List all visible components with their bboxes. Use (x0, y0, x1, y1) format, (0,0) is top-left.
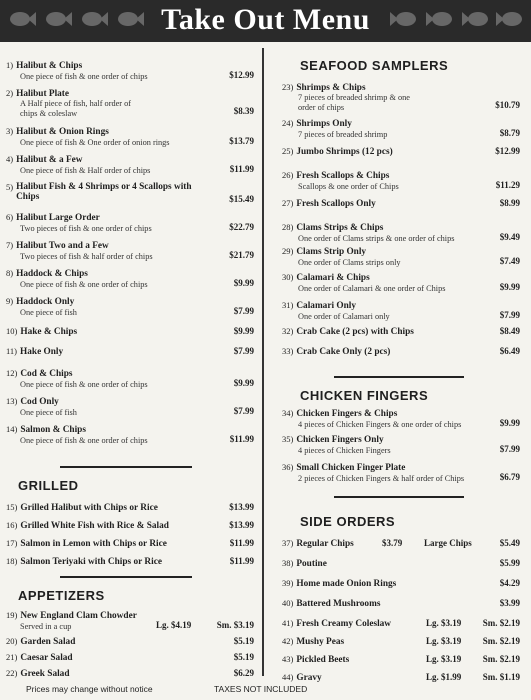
menu-item: 15) Grilled Halibut with Chips or Rice $13.99 (6, 502, 254, 513)
section-title-chicken: CHICKEN FINGERS (300, 388, 429, 403)
menu-item: 34) Chicken Fingers & Chips 4 pieces of Chicken Fingers & one order of chips $9.99 (282, 408, 520, 429)
menu-item: 41) Fresh Creamy Coleslaw Lg. $3.19 Sm. $2.19 (282, 618, 520, 629)
menu-item: 22) Greek Salad $6.29 (6, 668, 254, 679)
menu-item: 5) Halibut Fish & 4 Shrimps or 4 Scallops with Chips $15.49 (6, 182, 254, 204)
footer-note: Prices may change without notice (26, 684, 153, 694)
fish-icon (426, 8, 454, 30)
menu-item: 19) New England Clam Chowder Served in a cup Lg. $4.19 Sm. $3.19 (6, 610, 254, 631)
fish-icon (496, 8, 524, 30)
menu-item: 17) Salmon in Lemon with Chips or Rice $11.99 (6, 538, 254, 549)
section-rule (334, 496, 464, 498)
menu-item: 43) Pickled Beets Lg. $3.19 Sm. $2.19 (282, 654, 520, 665)
section-rule (60, 576, 192, 578)
menu-item: 44) Gravy Lg. $1.99 Sm. $1.19 (282, 672, 520, 683)
menu-item: 4) Halibut & a Few One piece of fish & Half order of chips $11.99 (6, 154, 254, 175)
menu-item: 10) Hake & Chips $9.99 (6, 326, 254, 337)
menu-item: 33) Crab Cake Only (2 pcs) $6.49 (282, 346, 520, 357)
menu-item: 30) Calamari & Chips One order of Calamari & one order of Chips $9.99 (282, 272, 520, 293)
menu-item: 12) Cod & Chips One piece of fish & one order of chips $9.99 (6, 368, 254, 389)
section-rule (334, 376, 464, 378)
menu-header (0, 0, 531, 42)
menu-item: 14) Salmon & Chips One piece of fish & one order of chips $11.99 (6, 424, 254, 445)
section-rule (60, 466, 192, 468)
menu-item: 13) Cod Only One piece of fish $7.99 (6, 396, 254, 417)
section-title-grilled: GRILLED (18, 478, 79, 493)
menu-item: 35) Chicken Fingers Only 4 pieces of Chicken Fingers $7.99 (282, 434, 520, 455)
menu-item: 11) Hake Only $7.99 (6, 346, 254, 357)
menu-item: 36) Small Chicken Finger Plate 2 pieces of Chicken Fingers & half order of Chips $6.79 (282, 462, 520, 483)
section-title-seafood: SEAFOOD SAMPLERS (300, 58, 449, 73)
fish-icon (390, 8, 418, 30)
menu-item: 7) Halibut Two and a Few Two pieces of fish & half order of chips $21.79 (6, 240, 254, 261)
menu-item: 6) Halibut Large Order Two pieces of fish & one order of chips $22.79 (6, 212, 254, 233)
menu-item: 31) Calamari Only One order of Calamari only $7.99 (282, 300, 520, 321)
menu-item: 29) Clams Strip Only One order of Clams strips only $7.49 (282, 246, 520, 267)
section-title-side: SIDE ORDERS (300, 514, 396, 529)
menu-item: 32) Crab Cake (2 pcs) with Chips $8.49 (282, 326, 520, 337)
page-title: Take Out Menu (161, 3, 370, 36)
fish-icon (462, 8, 490, 30)
menu-item: 26) Fresh Scallops & Chips Scallops & one order of Chips $11.29 (282, 170, 520, 191)
menu-item: 1) Halibut & Chips One piece of fish & one order of chips $12.99 (6, 60, 254, 81)
column-divider (262, 48, 264, 676)
menu-item: 20) Garden Salad $5.19 (6, 636, 254, 647)
footer-tax-note: TAXES NOT INCLUDED (214, 684, 308, 694)
menu-item: 42) Mushy Peas Lg. $3.19 Sm. $2.19 (282, 636, 520, 647)
menu-item: 21) Caesar Salad $5.19 (6, 652, 254, 663)
menu-item: 8) Haddock & Chips One piece of fish & one order of chips $9.99 (6, 268, 254, 289)
menu-item: 23) Shrimps & Chips 7 pieces of breaded shrimp & one order of chips $10.79 (282, 82, 520, 112)
menu-item: 18) Salmon Teriyaki with Chips or Rice $11.99 (6, 556, 254, 567)
menu-item: 38) Poutine $5.99 (282, 558, 520, 569)
menu-item: 40) Battered Mushrooms $3.99 (282, 598, 520, 609)
menu-item: 16) Grilled White Fish with Rice & Salad $13.99 (6, 520, 254, 531)
menu-item: 2) Halibut Plate A Half piece of fish, half order of chips & coleslaw $8.39 (6, 88, 254, 118)
menu-item: 25) Jumbo Shrimps (12 pcs) $12.99 (282, 146, 520, 157)
menu-item: 39) Home made Onion Rings $4.29 (282, 578, 520, 589)
menu-item: 27) Fresh Scallops Only $8.99 (282, 198, 520, 209)
section-title-appetizers: APPETIZERS (18, 588, 105, 603)
menu-item: 9) Haddock Only One piece of fish $7.99 (6, 296, 254, 317)
menu-item: 24) Shrimps Only 7 pieces of breaded shrimp $8.79 (282, 118, 520, 139)
menu-item: 3) Halibut & Onion Rings One piece of fish & One order of onion rings $13.79 (6, 126, 254, 147)
menu-item: 37) Regular Chips $3.79 Large Chips $5.49 (282, 538, 520, 549)
menu-item: 28) Clams Strips & Chips One order of Clams strips & one order of chips $9.49 (282, 222, 520, 243)
